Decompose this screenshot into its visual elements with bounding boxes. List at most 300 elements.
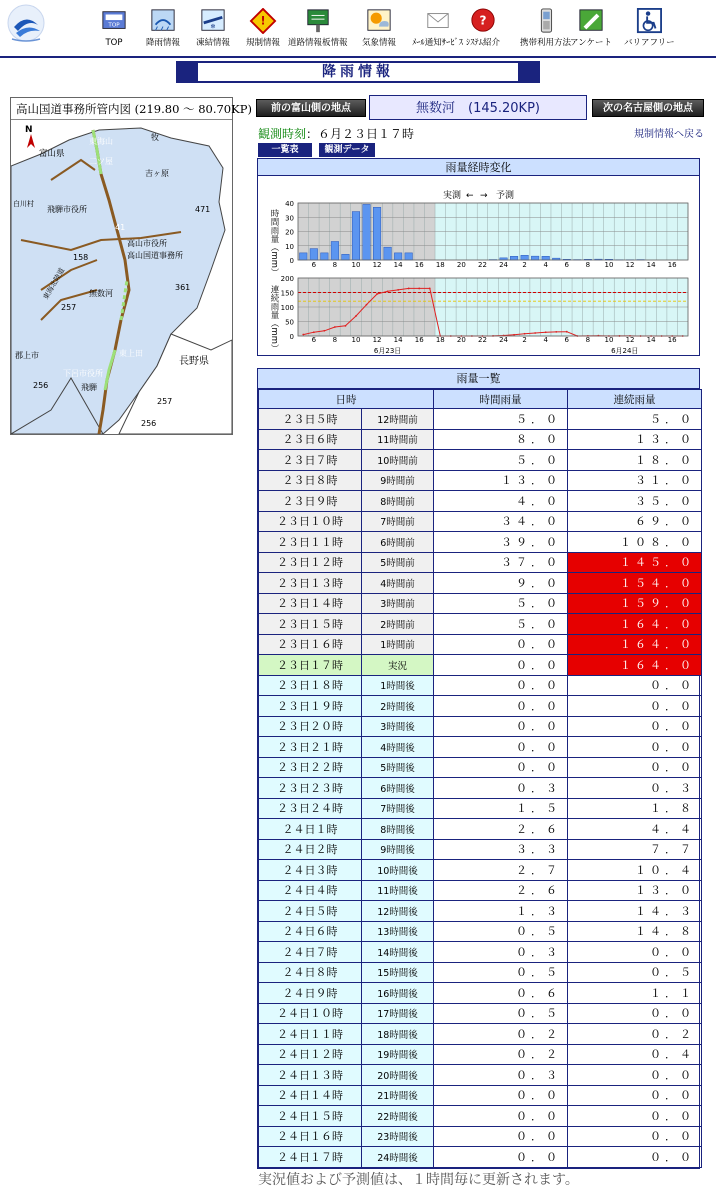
north-label: N [25, 125, 33, 135]
hourly-bar [321, 253, 329, 260]
accessibility-icon [635, 8, 663, 34]
table-row [259, 1147, 702, 1168]
map-label-gujo: 郡上市 [15, 351, 39, 360]
table-row [259, 634, 702, 655]
cell-relative: 15時間後 [362, 962, 434, 983]
cell-hourly: ０．０ [434, 757, 568, 778]
nav-freeze[interactable] [196, 8, 230, 52]
warning-icon [249, 8, 277, 34]
map-label-sugaya: 吉ヶ原 [145, 169, 169, 178]
cumulative-ytick: 50 [285, 318, 294, 327]
cumulative-xtick: 22 [477, 336, 487, 344]
table-row [259, 491, 702, 512]
weather-icon [365, 8, 393, 34]
cumulative-point [524, 333, 526, 335]
nav-top[interactable] [100, 8, 128, 52]
nav-label: 道路情報板情報 [288, 38, 348, 48]
cell-cumulative: ０．５ [568, 962, 702, 983]
rain-icon [149, 8, 177, 34]
cell-datetime: ２４日４時 [259, 880, 362, 901]
cell-datetime: ２４日１５時 [259, 1106, 362, 1127]
cell-hourly: ０．０ [434, 1126, 568, 1147]
nav-label: アンケート [570, 38, 612, 48]
map-label-makido: 牧 [151, 133, 159, 142]
cell-cumulative: ３５．０ [568, 491, 702, 512]
table-row [259, 1003, 702, 1024]
cell-cumulative: １４５．０ [568, 552, 702, 573]
cell-hourly: ０．３ [434, 942, 568, 963]
cell-relative: 21時間後 [362, 1085, 434, 1106]
nav-rain[interactable] [146, 8, 180, 52]
cell-cumulative: ０．０ [568, 737, 702, 758]
cell-datetime: ２３日１１時 [259, 532, 362, 553]
cell-datetime: ２３日２４時 [259, 798, 362, 819]
cell-relative: 17時間後 [362, 1003, 434, 1024]
map-label-ninomachi: 二ツ屋 [89, 157, 113, 166]
cell-datetime: ２４日１７時 [259, 1147, 362, 1168]
hourly-bar [394, 253, 402, 260]
hourly-xtick: 12 [625, 261, 635, 269]
table-row [259, 921, 702, 942]
hourly-xtick: 6 [564, 261, 570, 269]
hourly-xtick: 8 [585, 261, 591, 269]
map-label-nagano: 長野県 [179, 356, 209, 367]
cell-cumulative: １．１ [568, 983, 702, 1004]
cell-datetime: ２４日５時 [259, 901, 362, 922]
hourly-ytick: 0 [289, 257, 294, 265]
table-row [259, 942, 702, 963]
map-label-toyama: 富山県 [39, 149, 65, 159]
cell-hourly: ２．７ [434, 860, 568, 881]
cell-cumulative: １６４．０ [568, 634, 702, 655]
cell-relative: 11時間後 [362, 880, 434, 901]
cell-datetime: ２３日１９時 [259, 696, 362, 717]
cumulative-xtick: 10 [604, 336, 614, 344]
cell-hourly: ３７．０ [434, 552, 568, 573]
rainfall-chart-panel [257, 158, 700, 356]
hourly-xtick: 18 [435, 261, 445, 269]
cell-relative: 20時間後 [362, 1065, 434, 1086]
legend-measured: 実測 [443, 191, 462, 201]
cell-hourly: ０．０ [434, 655, 568, 676]
cell-hourly: １３．０ [434, 470, 568, 491]
cell-datetime: ２４日１１時 [259, 1024, 362, 1045]
nav-label: 携帯利用方法 [520, 38, 572, 48]
cell-cumulative: ０．０ [568, 1085, 702, 1106]
cell-relative: 実況 [362, 655, 434, 676]
map-label-r361: 361 [175, 283, 191, 292]
hourly-bar [531, 256, 539, 260]
table-row [259, 450, 702, 471]
map-label-shirakawa: 白川村 [13, 200, 34, 208]
cell-relative: 13時間後 [362, 921, 434, 942]
header-hourly: 時間雨量 [434, 390, 568, 409]
cumulative-xtick: 2 [522, 336, 527, 344]
table-row [259, 573, 702, 594]
cell-cumulative: １３．０ [568, 429, 702, 450]
cell-relative: 12時間後 [362, 901, 434, 922]
map-label-r256a: 256 [33, 381, 49, 390]
table-row [259, 757, 702, 778]
cell-cumulative: ５．０ [568, 409, 702, 430]
table-row [259, 839, 702, 860]
cell-datetime: ２４日１２時 [259, 1044, 362, 1065]
page-title: 降雨情報 [198, 63, 518, 81]
table-panel-title: 雨量一覧 [258, 369, 699, 389]
table-row [259, 675, 702, 696]
cell-datetime: ２３日２０時 [259, 716, 362, 737]
cumulative-point [366, 304, 368, 306]
cumulative-xtick: 16 [414, 336, 424, 344]
cell-hourly: １．３ [434, 901, 568, 922]
svg-text:❄: ❄ [210, 22, 216, 31]
table-row [259, 409, 702, 430]
mobile-icon [532, 8, 560, 34]
date-label-23: 6月23日 [373, 347, 402, 355]
hourly-xtick: 4 [543, 261, 548, 269]
nav-label: 気象情報 [362, 38, 397, 48]
table-row [259, 880, 702, 901]
cell-cumulative: ６９．０ [568, 511, 702, 532]
cell-hourly: ０．５ [434, 962, 568, 983]
cell-hourly: ２．６ [434, 819, 568, 840]
cell-hourly: ０．０ [434, 716, 568, 737]
cell-hourly: ０．０ [434, 675, 568, 696]
cell-datetime: ２３日１４時 [259, 593, 362, 614]
cell-relative: 16時間後 [362, 983, 434, 1004]
cell-hourly: ０．０ [434, 696, 568, 717]
cell-datetime: ２３日２３時 [259, 778, 362, 799]
table-row [259, 1044, 702, 1065]
map-label-higashi: 東海山 [89, 137, 113, 146]
nav-road-sign[interactable] [288, 8, 348, 52]
cell-cumulative: １０８．０ [568, 532, 702, 553]
hourly-bar [373, 207, 381, 260]
cell-hourly: ５．０ [434, 409, 568, 430]
cell-datetime: ２３日１３時 [259, 573, 362, 594]
map-label-r256b: 256 [141, 419, 157, 428]
cell-relative: 5時間前 [362, 552, 434, 573]
cumulative-xtick: 24 [499, 336, 509, 344]
table-row [259, 962, 702, 983]
cell-relative: 6時間前 [362, 532, 434, 553]
cumulative-xtick: 8 [332, 336, 338, 344]
hourly-bar [310, 249, 318, 260]
cumulative-point [408, 288, 410, 290]
table-row [259, 778, 702, 799]
cell-hourly: ０．０ [434, 737, 568, 758]
cell-relative: 8時間後 [362, 819, 434, 840]
cell-relative: 4時間後 [362, 737, 434, 758]
cell-datetime: ２３日１２時 [259, 552, 362, 573]
hourly-bar [363, 204, 371, 260]
cumulative-point [355, 315, 357, 317]
map-label-tokai: 東海北陸道 [41, 266, 67, 301]
cumulative-point [429, 288, 431, 290]
hourly-ytick: 30 [285, 214, 294, 223]
hourly-xtick: 20 [456, 261, 466, 269]
cell-hourly: ０．０ [434, 634, 568, 655]
cell-relative: 23時間後 [362, 1126, 434, 1147]
map-label-takayama-city: 高山市役所 [127, 239, 167, 248]
map-label-r257b: 257 [157, 397, 173, 406]
cumulative-xtick: 8 [585, 336, 591, 344]
observation-time [258, 125, 414, 142]
cell-cumulative: ０．０ [568, 1106, 702, 1127]
survey-icon [577, 8, 605, 34]
cumulative-point [545, 331, 547, 333]
cell-cumulative: １４．８ [568, 921, 702, 942]
cumulative-ylabel: 連続雨量（mm） [269, 285, 279, 353]
legend-forecast: 予測 [496, 191, 515, 201]
nav-label: 降雨情報 [146, 38, 181, 48]
svg-text:!: ! [260, 14, 266, 28]
cell-datetime: ２３日２２時 [259, 757, 362, 778]
cell-hourly: ０．０ [434, 1147, 568, 1168]
header-datetime: 日時 [259, 390, 434, 409]
cell-cumulative: １０．４ [568, 860, 702, 881]
cell-hourly: ５．０ [434, 450, 568, 471]
cell-hourly: １．５ [434, 798, 568, 819]
hourly-bar [384, 247, 392, 260]
site-header [0, 0, 716, 58]
hourly-xtick: 2 [522, 261, 527, 269]
station-name: 無数河 (145.20KP) [369, 95, 587, 120]
rainfall-table [258, 389, 702, 1168]
cell-datetime: ２３日１５時 [259, 614, 362, 635]
tab-list[interactable]: 一覧表 [258, 143, 312, 157]
cell-cumulative: ３１．０ [568, 470, 702, 491]
update-note: 実況値および予測値は、１時間毎に更新されます。 [258, 1172, 579, 1188]
cumulative-point [534, 332, 536, 334]
cell-hourly: ４．０ [434, 491, 568, 512]
cumulative-xtick: 4 [543, 336, 548, 344]
cell-hourly: ０．２ [434, 1044, 568, 1065]
rainfall-chart [258, 167, 699, 355]
cell-datetime: ２３日１６時 [259, 634, 362, 655]
nav-mail[interactable] [412, 8, 463, 52]
svg-text:?: ? [479, 13, 487, 28]
cell-datetime: ２３日９時 [259, 491, 362, 512]
nav-weather[interactable] [362, 8, 396, 52]
cumulative-point [345, 325, 347, 327]
nav-label: TOP [105, 38, 123, 48]
freeze-icon [199, 8, 227, 34]
nav-mobile[interactable] [520, 8, 571, 52]
hourly-ytick: 10 [285, 242, 294, 251]
hourly-bar [542, 256, 550, 260]
cell-hourly: ３４．０ [434, 511, 568, 532]
hourly-xtick: 10 [604, 261, 614, 269]
cell-relative: 5時間後 [362, 757, 434, 778]
cell-relative: 8時間前 [362, 491, 434, 512]
cell-datetime: ２３日２１時 [259, 737, 362, 758]
hourly-ytick: 20 [285, 228, 294, 237]
cell-hourly: ３．３ [434, 839, 568, 860]
nav-help[interactable] [466, 8, 500, 52]
cell-datetime: ２３日８時 [259, 470, 362, 491]
table-row [259, 1126, 702, 1147]
hourly-bar [352, 212, 360, 260]
cell-cumulative: ０．０ [568, 1065, 702, 1086]
cumulative-xtick: 6 [564, 336, 570, 344]
mail-icon [424, 8, 452, 34]
cell-hourly: ８．０ [434, 429, 568, 450]
page-title-bar [176, 61, 540, 83]
hourly-bar [405, 253, 413, 260]
table-row [259, 716, 702, 737]
cumulative-ytick: 200 [280, 275, 294, 283]
cell-cumulative: １４．３ [568, 901, 702, 922]
cell-relative: 24時間後 [362, 1147, 434, 1168]
cumulative-xtick: 10 [351, 336, 361, 344]
cell-relative: 22時間後 [362, 1106, 434, 1127]
cell-cumulative: ０．０ [568, 1147, 702, 1168]
cumulative-point [302, 334, 304, 336]
nav-label: 凍結情報 [196, 38, 231, 48]
cell-hourly: ２．６ [434, 880, 568, 901]
hourly-xtick: 24 [499, 261, 509, 269]
main-nav [100, 8, 700, 52]
cell-hourly: ０．５ [434, 1003, 568, 1024]
cell-hourly: ０．５ [434, 921, 568, 942]
cell-cumulative: １５４．０ [568, 573, 702, 594]
nav-survey[interactable] [570, 8, 612, 52]
tab-observation-data[interactable]: 観測データ [319, 143, 375, 157]
hourly-xtick: 10 [351, 261, 361, 269]
hourly-xtick: 14 [646, 261, 656, 269]
table-row [259, 983, 702, 1004]
table-row [259, 532, 702, 553]
cell-hourly: ０．０ [434, 1106, 568, 1127]
cell-relative: 1時間前 [362, 634, 434, 655]
cell-datetime: ２３日５時 [259, 409, 362, 430]
map-label-hida: 飛騨市役所 [47, 205, 87, 214]
cumulative-point [387, 290, 389, 292]
cell-cumulative: ０．０ [568, 942, 702, 963]
regulation-info-link[interactable]: 規制情報へ戻る [634, 129, 704, 140]
help-icon [469, 8, 497, 34]
cell-hourly: ０．６ [434, 983, 568, 1004]
table-row [259, 1065, 702, 1086]
cumulative-xtick: 6 [311, 336, 317, 344]
hourly-bar [521, 255, 529, 260]
cell-relative: 2時間後 [362, 696, 434, 717]
cell-hourly: ０．３ [434, 778, 568, 799]
table-row [259, 593, 702, 614]
cell-datetime: ２４日１時 [259, 819, 362, 840]
header-cumulative: 連続雨量 [568, 390, 702, 409]
cell-relative: 9時間後 [362, 839, 434, 860]
cell-datetime: ２３日１７時 [259, 655, 362, 676]
hourly-bar [300, 253, 308, 260]
cell-relative: 19時間後 [362, 1044, 434, 1065]
road-sign-icon [304, 8, 332, 34]
cell-cumulative: ０．３ [568, 778, 702, 799]
table-row [259, 470, 702, 491]
cell-datetime: ２４日８時 [259, 962, 362, 983]
nav-accessibility[interactable] [624, 8, 675, 52]
cumulative-point [376, 293, 378, 295]
cell-relative: 14時間後 [362, 942, 434, 963]
cell-relative: 1時間後 [362, 675, 434, 696]
map-label-r471: 471 [195, 205, 211, 214]
map-label-gero: 下呂市役所 [63, 369, 103, 378]
cell-relative: 7時間後 [362, 798, 434, 819]
cell-datetime: ２３日１０時 [259, 511, 362, 532]
cell-cumulative: １６４．０ [568, 655, 702, 676]
cell-relative: 10時間前 [362, 450, 434, 471]
cell-datetime: ２４日１４時 [259, 1085, 362, 1106]
cumulative-xtick: 12 [625, 336, 635, 344]
date-label-24: 6月24日 [611, 347, 639, 355]
cell-relative: 2時間前 [362, 614, 434, 635]
map-title: 高山国道事務所管内図 (219.80 〜 80.70KP) [11, 98, 232, 120]
table-row [259, 798, 702, 819]
hourly-ylabel: 時間雨量（mm） [269, 209, 279, 277]
cell-datetime: ２４日７時 [259, 942, 362, 963]
site-logo-icon[interactable] [6, 3, 46, 47]
cell-cumulative: １８．０ [568, 450, 702, 471]
hourly-xtick: 22 [477, 261, 487, 269]
cell-datetime: ２４日６時 [259, 921, 362, 942]
cumulative-xtick: 16 [667, 336, 677, 344]
map-label-takayama-office: 高山国道事務所 [127, 251, 183, 260]
cell-datetime: ２３日７時 [259, 450, 362, 471]
cell-cumulative: ７．７ [568, 839, 702, 860]
table-row [259, 1106, 702, 1127]
jurisdiction-map[interactable] [11, 120, 232, 434]
cell-relative: 3時間前 [362, 593, 434, 614]
cell-relative: 11時間前 [362, 429, 434, 450]
nav-warning[interactable] [246, 8, 280, 52]
cell-cumulative: ０．０ [568, 1126, 702, 1147]
cell-cumulative: ０．４ [568, 1044, 702, 1065]
cell-datetime: ２４日３時 [259, 860, 362, 881]
observation-time-label: 観測時刻 [258, 127, 307, 141]
cumulative-xtick: 18 [435, 336, 445, 344]
cell-cumulative: ０．０ [568, 1003, 702, 1024]
cumulative-xtick: 20 [456, 336, 466, 344]
cell-cumulative: ４．４ [568, 819, 702, 840]
next-station-button[interactable]: 次の名古屋側の地点 [592, 99, 704, 117]
cumulative-point [313, 331, 315, 333]
cell-relative: 18時間後 [362, 1024, 434, 1045]
table-row [259, 819, 702, 840]
rainfall-table-panel [257, 368, 700, 1169]
cell-datetime: ２３日６時 [259, 429, 362, 450]
prev-station-button[interactable]: 前の富山側の地点 [256, 99, 366, 117]
map-label-r158: 158 [73, 253, 89, 262]
map-label-mumuko: 無数河 [89, 289, 113, 298]
hourly-xtick: 8 [332, 261, 338, 269]
cell-datetime: ２４日１６時 [259, 1126, 362, 1147]
cell-relative: 10時間後 [362, 860, 434, 881]
top-icon [100, 8, 128, 34]
cell-datetime: ２４日２時 [259, 839, 362, 860]
cell-hourly: ０．２ [434, 1024, 568, 1045]
cell-datetime: ２３日１８時 [259, 675, 362, 696]
table-header-row [259, 390, 702, 409]
hourly-xtick: 6 [311, 261, 317, 269]
cell-cumulative: ０．２ [568, 1024, 702, 1045]
cell-cumulative: ０．０ [568, 696, 702, 717]
cell-relative: 12時間前 [362, 409, 434, 430]
map-label-gero2: 飛騨 [81, 383, 97, 392]
table-row [259, 655, 702, 676]
hourly-ytick: 40 [285, 200, 294, 208]
nav-label: バリアフリー [624, 38, 675, 48]
